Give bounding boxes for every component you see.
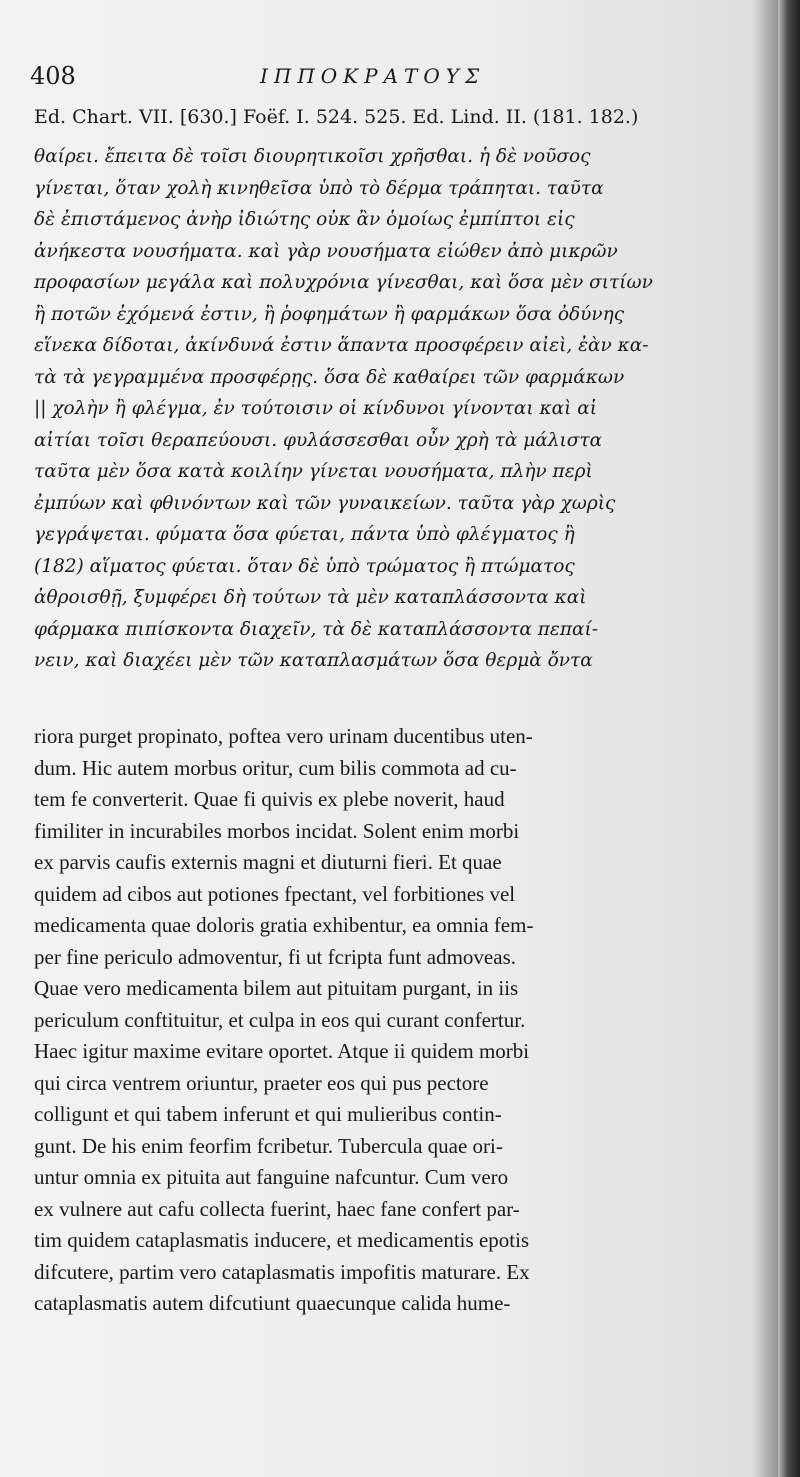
page-number: 408 xyxy=(30,62,76,90)
latin-line: untur omnia ex pituita aut fanguine nafcuntur. Cum vero xyxy=(34,1165,509,1189)
latin-line: tem fe converterit. Quae fi quivis ex plebe noverit, haud xyxy=(34,787,505,811)
greek-line: γίνεται, ὅταν χολὴ κινηθεῖσα ὑπὸ τὸ δέρμα τράπηται. ταῦτα xyxy=(34,177,604,199)
greek-line: ταῦτα μὲν ὅσα κατὰ κοιλίην γίνεται νουσήματα, πλὴν περὶ xyxy=(34,461,593,482)
latin-text-block xyxy=(34,721,784,1320)
latin-line: riora purget propinato, poftea vero urinam ducentibus uten- xyxy=(34,724,533,748)
latin-line: per fine periculo admoventur, fi ut fcripta funt admoveas. xyxy=(34,944,516,969)
latin-line: ex vulnere aut cafu collecta fuerint, haec fane confert par- xyxy=(34,1196,520,1221)
greek-line: αἰτίαι τοῖσι θεραπεύουσι. φυλάσσεσθαι οὖν χρὴ τὰ μάλιστα xyxy=(34,429,603,451)
greek-line: νειν, καὶ διαχέει μὲν τῶν καταπλασμάτων ὅσα θερμὰ ὄντα xyxy=(34,650,593,671)
latin-line: quidem ad cibos aut potiones fpectant, vel forbitiones vel xyxy=(34,881,516,906)
running-head: ΙΠΠΟΚΡΑΤΟΥΣ xyxy=(260,64,486,88)
latin-line: qui circa ventrem oriuntur, praeter eos qui pus pectore xyxy=(34,1070,489,1095)
greek-line: ἐμπύων καὶ φθινόντων καὶ τῶν γυναικείων. ταῦτα γὰρ χωρὶς xyxy=(34,492,616,514)
latin-line: medicamenta quae doloris gratia exhibentur, ea omnia fem- xyxy=(34,913,534,937)
latin-line: cataplasmatis autem difcutiunt quaecunque calida hume- xyxy=(34,1291,511,1315)
latin-line: gunt. De his enim feorfim fcribetur. Tubercula quae ori- xyxy=(34,1133,503,1158)
greek-line: || χολὴν ἢ φλέγμα, ἐν τούτοισιν οἱ κίνδυνοι γίνονται καὶ αἱ xyxy=(34,398,597,419)
latin-line: tim quidem cataplasmatis inducere, et medicamentis epotis xyxy=(34,1228,530,1252)
greek-line: ἢ ποτῶν ἐχόμενά ἐστιν, ἢ ῥοφημάτων ἢ φαρμάκων ὅσα ὀδύνης xyxy=(34,303,625,325)
greek-line: θαίρει. ἔπειτα δὲ τοῖσι διουρητικοῖσι χρῆσθαι. ἡ δὲ νοῦσος xyxy=(34,146,591,167)
edition-reference-line: Ed. Chart. VII. [630.] Foëf. I. 524. 525. Ed. Lind. II. (181. 182.) xyxy=(34,106,639,128)
latin-line: Haec igitur maxime evitare oportet. Atque ii quidem morbi xyxy=(34,1039,530,1063)
greek-line: γεγράψεται. φύματα ὅσα φύεται, πάντα ὑπὸ φλέγματος ἢ xyxy=(34,524,575,545)
greek-line: (182) αἵματος φύεται. ὅταν δὲ ὑπὸ τρώματος ἢ πτώματος xyxy=(34,555,575,577)
latin-line: dum. Hic autem morbus oritur, cum bilis commota ad cu- xyxy=(34,755,517,780)
latin-line: colligunt et qui tabem inferunt et qui mulieribus contin- xyxy=(34,1102,502,1126)
greek-line: ἀθροισθῇ, ξυμφέρει δὴ τούτων τὰ μὲν καταπλάσσοντα καὶ xyxy=(34,587,587,608)
greek-line: εἵνεκα δίδοται, ἀκίνδυνά ἐστιν ἅπαντα προσφέρειν αἰεὶ, ἐὰν κα- xyxy=(34,335,649,356)
latin-line: Quae vero medicamenta bilem aut pituitam purgant, in iis xyxy=(34,976,519,1000)
page-header xyxy=(30,62,770,98)
greek-line: προφασίων μεγάλα καὶ πολυχρόνια γίνεσθαι, καὶ ὅσα μὲν σιτίων xyxy=(34,272,653,293)
greek-text-block xyxy=(34,141,784,677)
latin-line: periculum conftituitur, et culpa in eos qui curant confertur. xyxy=(34,1007,526,1032)
greek-line: δὲ ἐπιστάμενος ἀνὴρ ἰδιώτης οὐκ ἂν ὁμοίως ἐμπίπτοι εἰς xyxy=(34,209,575,230)
greek-line: ἀνήκεστα νουσήματα. καὶ γὰρ νουσήματα εἰώθεν ἀπὸ μικρῶν xyxy=(34,240,618,262)
latin-line: fimiliter in incurabiles morbos incidat. Solent enim morbi xyxy=(34,818,520,843)
greek-line: τὰ τὰ γεγραμμένα προσφέρῃς. ὅσα δὲ καθαίρει τῶν φαρμάκων xyxy=(34,366,625,388)
latin-line: ex parvis caufis externis magni et diuturni fieri. Et quae xyxy=(34,850,502,874)
greek-line: φάρμακα πιπίσκοντα διαχεῖν, τὰ δὲ καταπλάσσοντα πεπαί- xyxy=(34,618,598,640)
latin-line: difcutere, partim vero cataplasmatis impofitis maturare. Ex xyxy=(34,1259,530,1284)
